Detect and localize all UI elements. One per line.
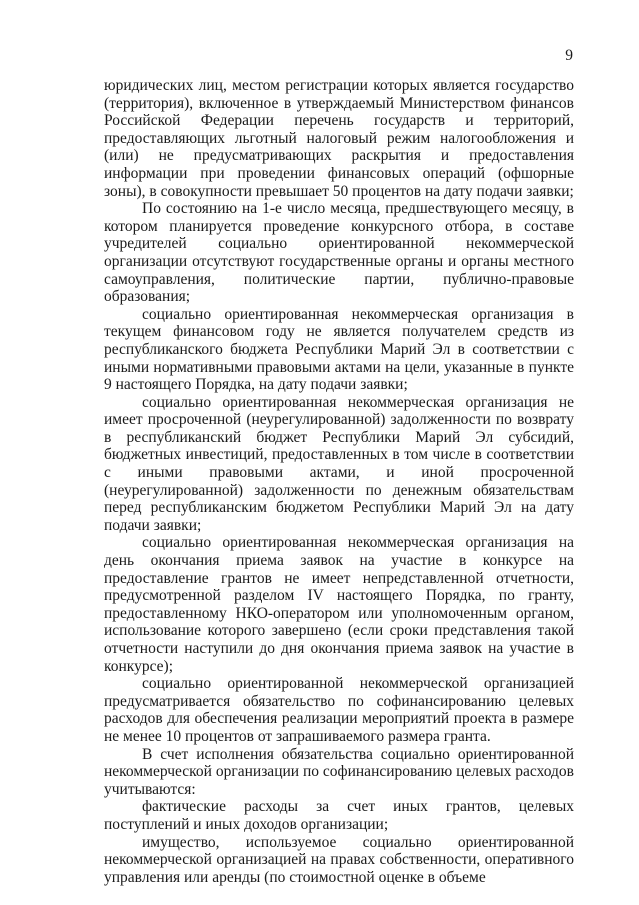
paragraph: В счет исполнения обязательства социально ориентированной некоммерческой организации по софинансированию целевых расходов учитываются: xyxy=(104,745,574,798)
paragraph: социально ориентированной некоммерческой организацией предусматривается обязательство по софинансированию целевых расходов для обеспечения реализации мероприятий проекта в размере не менее 10 процентов от запрашиваемого размера гранта. xyxy=(104,675,574,745)
page-number: 9 xyxy=(565,47,573,64)
paragraph: имущество, используемое социально ориентированной некоммерческой организацией на правах собственности, оперативного управления или аренды (по стоимостной оценке в объеме xyxy=(104,833,574,886)
paragraph: фактические расходы за счет иных грантов, целевых поступлений и иных доходов организации; xyxy=(104,798,574,833)
document-body xyxy=(104,77,574,886)
paragraph: социально ориентированная некоммерческая организация на день окончания приема заявок на участие в конкурсе на предоставление грантов не имеет непредставленной отчетности, предусмотренной разделом IV настоящего Порядка, по гранту, предоставленному НКО-оператором или уполномоченным органом, использование которого завершено (если сроки представления такой отчетности наступили до дня окончания приема заявок на участие в конкурсе); xyxy=(104,534,574,675)
paragraph: юридических лиц, местом регистрации которых является государство (территория), включенное в утверждаемый Министерством финансов Российской Федерации перечень государств и территорий, предоставляющих льготный налоговый режим налогообложения и (или) не предусматривающих раскрытия и предоставления информации при проведении финансовых операций (офшорные зоны), в совокупности превышает 50 процентов на дату подачи заявки; xyxy=(104,77,574,200)
paragraph: социально ориентированная некоммерческая организация не имеет просроченной (неурегулированной) задолженности по возврату в республиканский бюджет Республики Марий Эл субсидий, бюджетных инвестиций, предоставленных в том числе в соответствии с иными правовыми актами, и иной просроченной (неурегулированной) задолженности по денежным обязательствам перед республиканским бюджетом Республики Марий Эл на дату подачи заявки; xyxy=(104,393,574,534)
paragraph: По состоянию на 1-е число месяца, предшествующего месяцу, в котором планируется проведение конкурсного отбора, в составе учредителей социально ориентированной некоммерческой организации отсутствуют государственные органы и органы местного самоуправления, политические партии, публично-правовые образования; xyxy=(104,200,574,306)
paragraph: социально ориентированная некоммерческая организация в текущем финансовом году не является получателем средств из республиканского бюджета Республики Марий Эл в соответствии с иными нормативными правовыми актами на цели, указанные в пункте 9 настоящего Порядка, на дату подачи заявки; xyxy=(104,305,574,394)
